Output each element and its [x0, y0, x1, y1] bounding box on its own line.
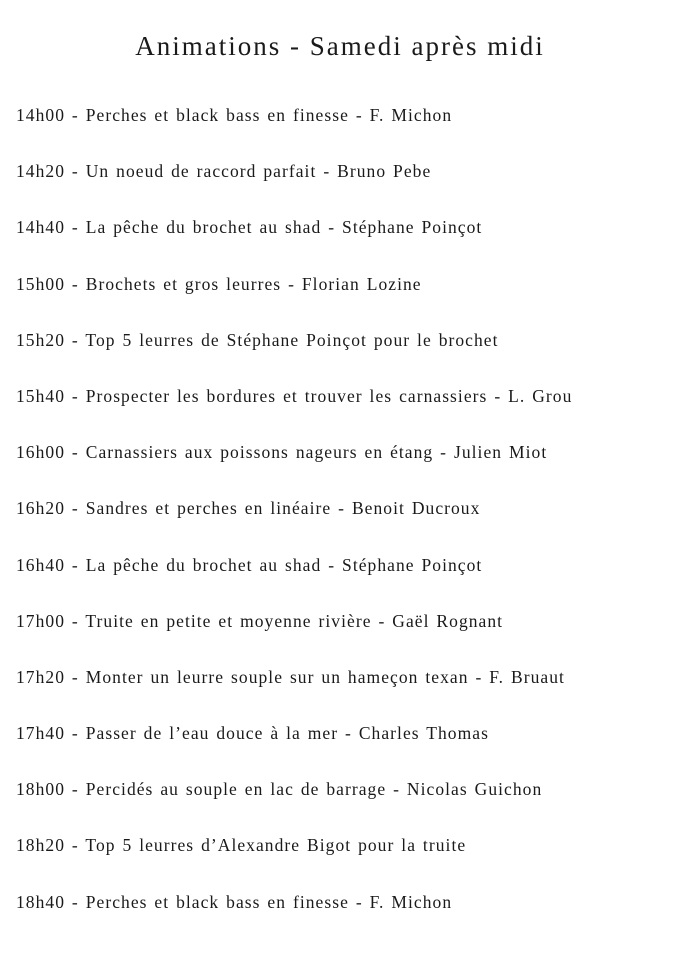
separator: [65, 217, 86, 237]
slot-time: 16h00: [16, 442, 65, 463]
slot-time: 15h00: [16, 273, 65, 294]
slot-speaker: Nicolas Guichon: [406, 779, 543, 800]
schedule-item: [16, 439, 676, 495]
separator: [65, 892, 86, 912]
slot-speaker: Stéphane Poinçot: [342, 554, 483, 575]
schedule-item: [16, 832, 676, 888]
separator: [65, 105, 86, 125]
slot-time: 16h40: [16, 554, 65, 575]
slot-time: 16h20: [16, 498, 65, 519]
separator: [65, 555, 86, 575]
schedule-item: [16, 383, 676, 439]
schedule-item: [16, 608, 676, 664]
schedule-item: [16, 552, 676, 608]
separator: [433, 442, 454, 462]
slot-speaker: F. Michon: [369, 105, 453, 125]
slot-topic: Brochets et gros leurres: [85, 273, 282, 294]
slot-time: 15h20: [16, 329, 65, 350]
separator: [349, 892, 370, 912]
slot-speaker: Charles Thomas: [358, 723, 489, 744]
separator: [321, 555, 342, 575]
separator: [487, 386, 508, 406]
schedule-item: [16, 271, 676, 327]
slot-topic: Un noeud de raccord parfait: [85, 161, 317, 182]
separator: [386, 779, 407, 799]
slot-speaker: F. Michon: [369, 891, 453, 912]
slot-time: 14h40: [16, 217, 65, 238]
separator: [65, 723, 86, 743]
schedule-item: [16, 495, 676, 551]
slot-topic: Carnassiers aux poissons nageurs en étang: [85, 442, 434, 463]
slot-topic: Percidés au souple en lac de barrage: [85, 779, 387, 800]
slot-time: 18h20: [16, 835, 65, 856]
separator: [65, 161, 86, 181]
slot-topic: Truite en petite et moyenne rivière: [85, 610, 372, 631]
slot-topic: Perches et black bass en finesse: [85, 891, 349, 912]
slot-topic: Sandres et perches en linéaire: [85, 498, 332, 519]
slot-time: 18h00: [16, 779, 65, 800]
slot-speaker: Julien Miot: [453, 442, 548, 463]
separator: [338, 723, 359, 743]
slot-time: 17h20: [16, 666, 65, 687]
separator: [65, 611, 85, 631]
slot-topic: La pêche du brochet au shad: [85, 554, 322, 575]
separator: [65, 330, 85, 350]
separator: [349, 105, 370, 125]
slot-topic: Passer de l’eau douce à la mer: [85, 723, 339, 744]
slot-topic: Top 5 leurres de Stéphane Poinçot pour le brochet: [85, 329, 499, 350]
slot-topic: Top 5 leurres d’Alexandre Bigot pour la truite: [85, 835, 467, 856]
slot-topic: Prospecter les bordures et trouver les carnassiers: [85, 385, 488, 406]
schedule-item: [16, 664, 676, 720]
separator: [65, 442, 86, 462]
schedule-item: [16, 214, 676, 270]
slot-speaker: L. Grou: [508, 385, 573, 406]
separator: [321, 217, 342, 237]
schedule-item: [16, 327, 676, 383]
slot-time: 14h20: [16, 161, 65, 182]
slot-topic: Perches et black bass en finesse: [85, 105, 349, 125]
slot-time: 17h00: [16, 610, 65, 631]
slot-speaker: Bruno Pebe: [337, 161, 432, 182]
slot-topic: La pêche du brochet au shad: [85, 217, 322, 238]
separator: [65, 386, 86, 406]
separator: [281, 274, 302, 294]
schedule-item: [16, 102, 676, 158]
separator: [316, 161, 337, 181]
slot-time: 18h40: [16, 891, 65, 912]
schedule-list: [16, 102, 676, 945]
page-title: Animations - Samedi après midi: [135, 31, 545, 61]
slot-time: 14h00: [16, 105, 65, 125]
separator: [65, 667, 86, 687]
separator: [65, 274, 86, 294]
separator: [372, 611, 393, 631]
schedule-item: [16, 158, 676, 214]
separator: [65, 835, 85, 855]
schedule-item: [16, 720, 676, 776]
slot-speaker: F. Bruaut: [489, 666, 565, 687]
separator: [469, 667, 490, 687]
slot-speaker: Gaël Rognant: [392, 610, 504, 631]
separator: [65, 498, 86, 518]
slot-speaker: Stéphane Poinçot: [342, 217, 483, 238]
schedule-item: [16, 889, 676, 945]
slot-topic: Monter un leurre souple sur un hameçon texan: [85, 666, 469, 687]
slot-time: 15h40: [16, 385, 65, 406]
separator: [65, 779, 86, 799]
schedule-item: [16, 776, 676, 832]
separator: [331, 498, 352, 518]
slot-speaker: Florian Lozine: [301, 273, 422, 294]
slot-speaker: Benoit Ducroux: [351, 498, 481, 519]
slot-time: 17h40: [16, 723, 65, 744]
